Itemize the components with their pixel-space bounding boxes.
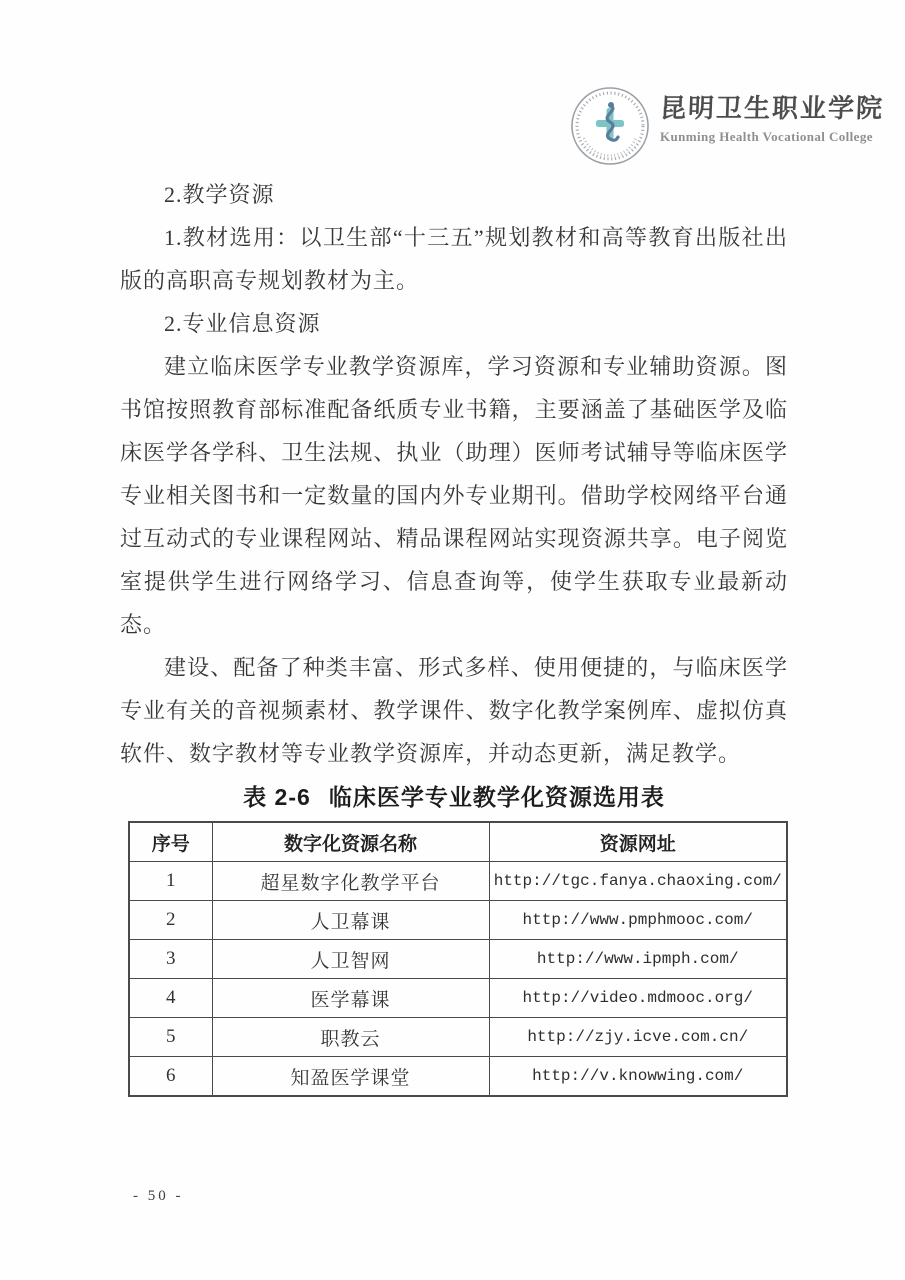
- table-row: [129, 862, 787, 901]
- table-row: [129, 979, 787, 1018]
- table-header-row: [129, 822, 787, 862]
- cell-resource-url: http://www.ipmph.com/: [489, 940, 787, 979]
- cell-serial: 6: [129, 1057, 212, 1097]
- table-row: [129, 1057, 787, 1097]
- paragraph-multimedia-resources: 建设、配备了种类丰富、形式多样、使用便捷的，与临床医学专业有关的音视频素材、教学课件、数字化教学案例库、虚拟仿真软件、数字教材等专业教学资源库，并动态更新，满足教学。: [120, 655, 788, 766]
- cell-resource-name: 超星数字化教学平台: [212, 862, 489, 901]
- paragraph-teaching-resources-heading: 2.教学资源: [164, 182, 275, 207]
- resource-table: [128, 821, 788, 1097]
- column-header-resource-url: 资源网址: [489, 822, 787, 862]
- college-name-english: Kunming Health Vocational College: [660, 129, 873, 144]
- table-caption: [120, 781, 788, 813]
- column-header-serial: 序号: [129, 822, 212, 862]
- college-name-calligraphy: 昆明卫生职业学院: [659, 94, 885, 123]
- cell-serial: 1: [129, 862, 212, 901]
- college-name-block: [660, 86, 884, 145]
- college-logo: [570, 86, 884, 166]
- column-header-resource-name: 数字化资源名称: [212, 822, 489, 862]
- cell-resource-name: 医学幕课: [212, 979, 489, 1018]
- cell-resource-url: http://www.pmphmooc.com/: [489, 901, 787, 940]
- cell-resource-url: http://video.mdmooc.org/: [489, 979, 787, 1018]
- table-caption-label: 表 2-6: [243, 784, 311, 810]
- college-seal-icon: [570, 86, 650, 166]
- table-row: [129, 940, 787, 979]
- cell-resource-url: http://tgc.fanya.chaoxing.com/: [489, 862, 787, 901]
- cell-resource-url: http://v.knowwing.com/: [489, 1057, 787, 1097]
- cell-serial: 4: [129, 979, 212, 1018]
- cell-serial: 3: [129, 940, 212, 979]
- paragraph-info-resources-heading: 2.专业信息资源: [164, 311, 321, 336]
- cell-resource-name: 职教云: [212, 1018, 489, 1057]
- cell-serial: 2: [129, 901, 212, 940]
- paragraph-textbook-selection: 1.教材选用：以卫生部“十三五”规划教材和高等教育出版社出版的高职高专规划教材为主。: [120, 225, 788, 293]
- table-caption-title: 临床医学专业教学化资源选用表: [328, 784, 665, 810]
- cell-resource-name: 知盈医学课堂: [212, 1057, 489, 1097]
- cell-serial: 5: [129, 1018, 212, 1057]
- cell-resource-url: http://zjy.icve.com.cn/: [489, 1018, 787, 1057]
- table-row: [129, 901, 787, 940]
- paragraph-library-resources: 建立临床医学专业教学资源库，学习资源和专业辅助资源。图书馆按照教育部标准配备纸质专业书籍，主要涵盖了基础医学及临床医学各学科、卫生法规、执业（助理）医师考试辅导等临床医学专业相关图书和一定数量的国内外专业期刊。借助学校网络平台通过互动式的专业课程网站、精品课程网站实现资源共享。电子阅览室提供学生进行网络学习、信息查询等，使学生获取专业最新动态。: [120, 354, 788, 637]
- page-number: - 50 -: [133, 1188, 184, 1204]
- body-text: [120, 173, 788, 1097]
- cell-resource-name: 人卫幕课: [212, 901, 489, 940]
- cell-resource-name: 人卫智网: [212, 940, 489, 979]
- table-row: [129, 1018, 787, 1057]
